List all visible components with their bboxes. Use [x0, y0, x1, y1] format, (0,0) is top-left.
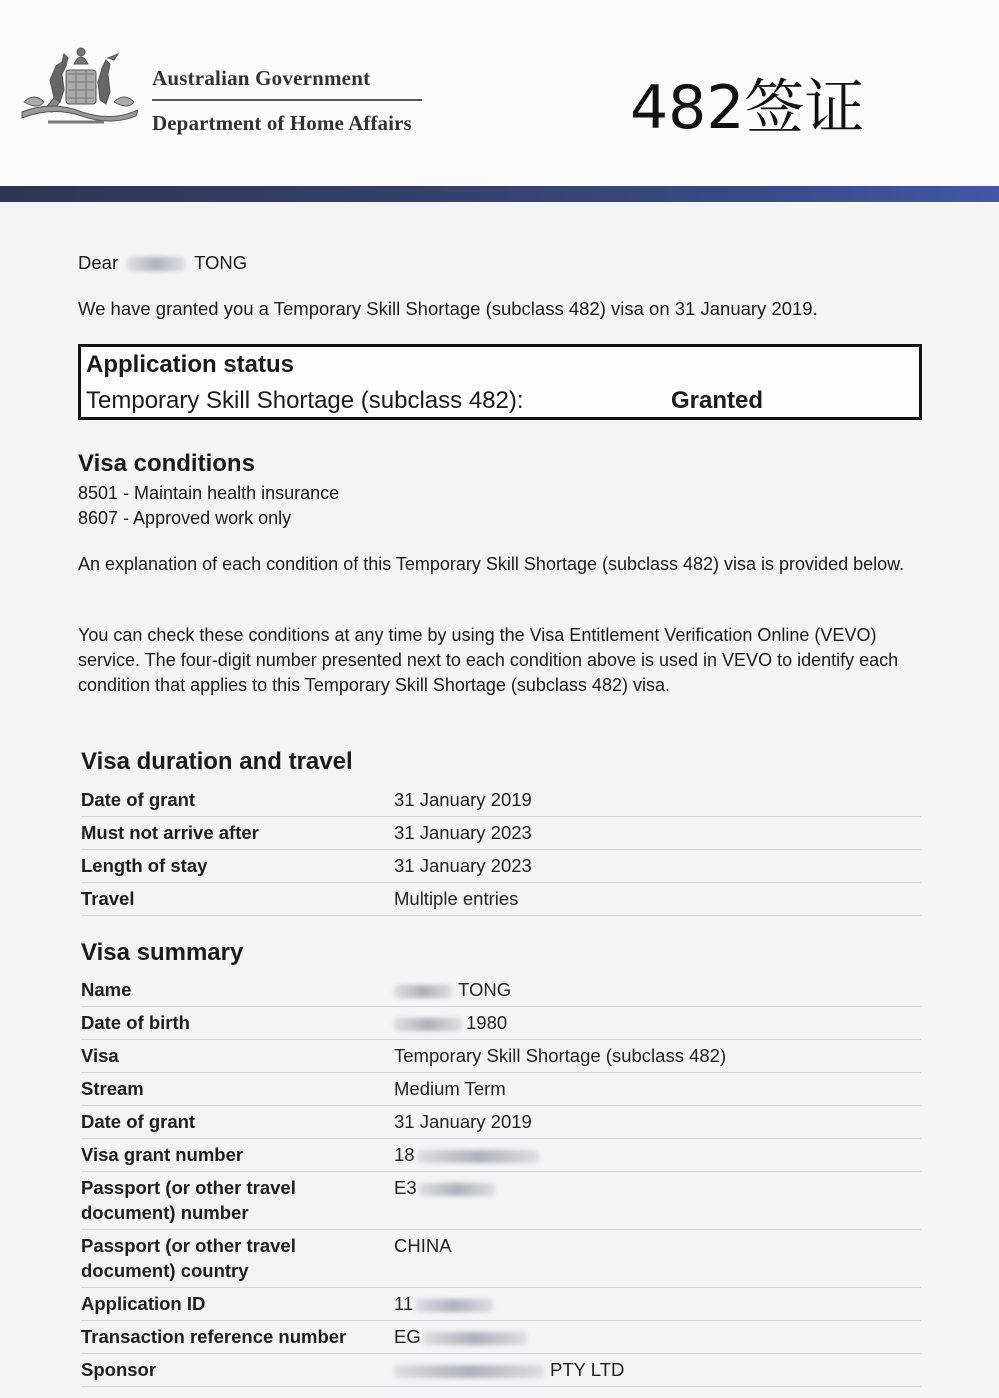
vevo-paragraph: You can check these conditions at any time by using the Visa Entitlement Verification Online (VEVO) service. The four-digit number presented next to each condition above is used in VEVO to identify each condition that applies to this Temporary Skill Shortage (subclass 482) visa. [78, 625, 899, 695]
table-row [81, 1040, 921, 1073]
row-label: Must not arrive after [81, 817, 394, 850]
row-value: 31 January 2019 [394, 1106, 921, 1139]
row-value [394, 1354, 921, 1387]
row-value: Temporary Skill Shortage (subclass 482) [394, 1040, 921, 1073]
condition-item: 8607 - Approved work only [78, 508, 292, 528]
conditions-heading: Visa conditions [78, 450, 255, 477]
row-label: Application ID [81, 1288, 394, 1321]
row-label: Date of birth [81, 1007, 394, 1040]
row-label: Date of grant [81, 784, 394, 817]
sponsor-suffix: PTY LTD [550, 1359, 625, 1380]
condition-item: 8501 - Maintain health insurance [78, 483, 340, 503]
row-value [394, 1007, 921, 1040]
salutation [78, 252, 247, 274]
birth-year-value: 1980 [466, 1012, 508, 1033]
table-row [81, 1106, 921, 1139]
transaction-ref-prefix: EG [394, 1326, 421, 1347]
table-row [81, 1354, 921, 1387]
status-title: Application status [86, 351, 295, 378]
recipient-surname: TONG [194, 252, 248, 273]
redacted-given-name [127, 257, 185, 271]
department-title: Department of Home Affairs [152, 111, 412, 135]
table-row [81, 883, 921, 916]
row-value: CHINA [394, 1230, 921, 1288]
redacted-text [394, 1365, 544, 1378]
row-label: Date of grant [81, 1106, 394, 1139]
row-label: Name [81, 974, 394, 1007]
table-row [81, 1172, 921, 1230]
row-value [394, 974, 921, 1007]
row-value [394, 1321, 921, 1354]
table-row [81, 1288, 921, 1321]
table-row [81, 1073, 921, 1106]
conditions-explanation: An explanation of each condition of this Temporary Skill Shortage (subclass 482) visa is provided below. [78, 554, 905, 574]
application-id-prefix: 11 [394, 1293, 414, 1314]
table-row [81, 1321, 921, 1354]
application-status-box [78, 344, 922, 420]
table-row [81, 974, 921, 1007]
table-row [81, 817, 921, 850]
grant-number-prefix: 18 [394, 1144, 415, 1165]
conditions-list [78, 481, 339, 531]
redacted-text [423, 1332, 527, 1345]
duration-table [81, 784, 921, 916]
row-value: 31 January 2019 [394, 784, 921, 817]
row-label: Passport (or other travel document) number [81, 1172, 394, 1230]
row-value: 31 January 2023 [394, 817, 921, 850]
row-label: Length of stay [81, 850, 394, 883]
redacted-text [394, 1018, 462, 1031]
government-title: Australian Government [152, 66, 371, 90]
grant-sentence: We have granted you a Temporary Skill Shortage (subclass 482) visa on 31 January 2019. [78, 298, 818, 319]
row-value [394, 1172, 921, 1230]
table-row [81, 1230, 921, 1288]
row-label: Sponsor [81, 1354, 394, 1387]
row-value [394, 1139, 921, 1172]
table-row [81, 784, 921, 817]
row-value [394, 1288, 921, 1321]
status-visa-label: Temporary Skill Shortage (subclass 482): [86, 387, 524, 414]
redacted-text [417, 1150, 539, 1163]
table-row [81, 1007, 921, 1040]
redacted-text [415, 1299, 493, 1312]
row-label: Passport (or other travel document) country [81, 1230, 394, 1288]
duration-heading: Visa duration and travel [81, 748, 353, 775]
row-label: Visa grant number [81, 1139, 394, 1172]
document-label: 482签证 [630, 73, 865, 143]
row-value: Medium Term [394, 1073, 921, 1106]
agency-name [152, 66, 424, 136]
redacted-text [419, 1183, 495, 1196]
row-label: Travel [81, 883, 394, 916]
row-value: Multiple entries [394, 883, 921, 916]
table-row [81, 1139, 921, 1172]
passport-number-prefix: E3 [394, 1177, 417, 1198]
redacted-text [394, 985, 452, 998]
row-label: Visa [81, 1040, 394, 1073]
coat-of-arms-emblem [14, 40, 138, 132]
summary-table [81, 974, 921, 1387]
table-row [81, 850, 921, 883]
salutation-word: Dear [78, 252, 119, 273]
letterhead [0, 0, 999, 186]
header-color-band [0, 186, 999, 202]
agency-divider [152, 99, 422, 101]
summary-heading: Visa summary [81, 939, 244, 966]
status-value: Granted [671, 387, 764, 414]
name-value: TONG [458, 979, 512, 1000]
row-value: 31 January 2023 [394, 850, 921, 883]
row-label: Transaction reference number [81, 1321, 394, 1354]
row-label: Stream [81, 1073, 394, 1106]
